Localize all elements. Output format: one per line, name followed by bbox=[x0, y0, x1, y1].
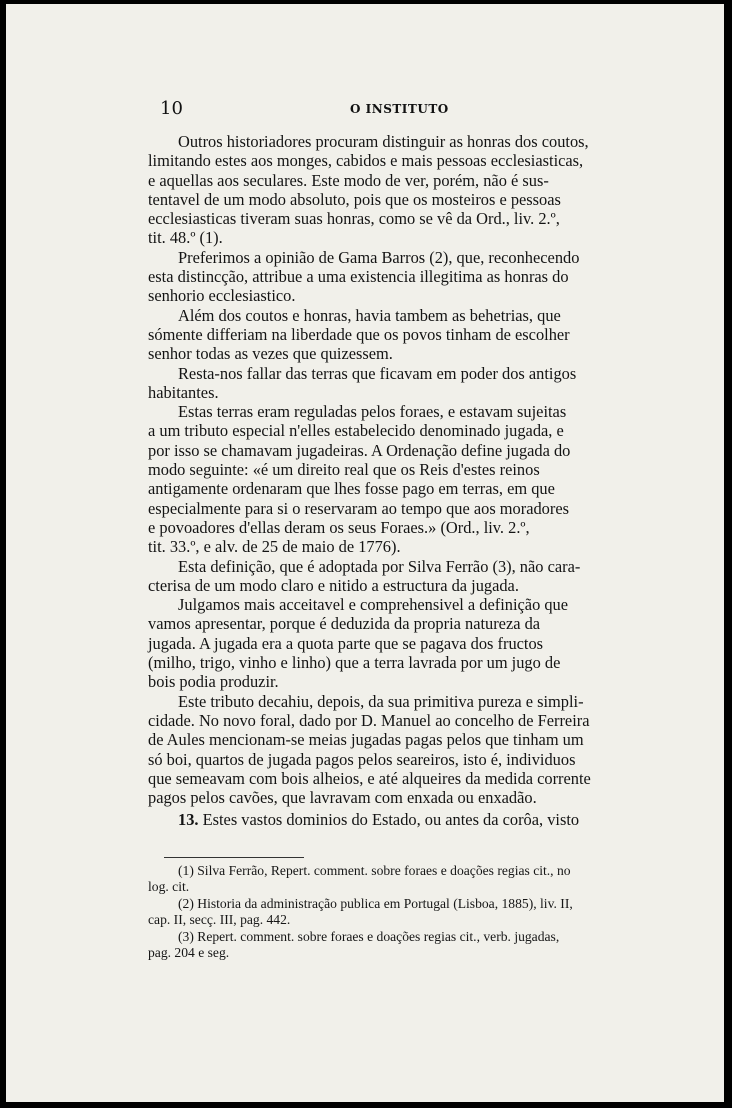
footnote: (1) Silva Ferrão, Repert. comment. sobre foraes e doações regias cit., no log. cit. bbox=[148, 863, 571, 895]
section-text: Estes vastos dominios do Estado, ou antes da corôa, visto bbox=[198, 810, 580, 829]
paragraph: Este tributo decahiu, depois, da sua primitiva pureza e simpli- cidade. No novo foral, dado por D. Manuel ao concelho de Ferreira de Aules mencionam-se meias jugadas pagas pelos que tinham um só boi, quartos de jugada pagos pelos seareiros, isto é, individuos que semeavam com bois alheios, e até alqueires da medida corrente pagos pelos cavões, que lavravam com enxada ou enxadão. bbox=[148, 691, 591, 808]
paragraph: Resta-nos fallar das terras que ficavam em poder dos antigos habitantes. bbox=[148, 363, 577, 402]
page-number: 10 bbox=[160, 98, 183, 119]
book-page bbox=[6, 4, 724, 1102]
body-text bbox=[148, 132, 634, 807]
footnote: (2) Historia da administração publica em Portugal (Lisboa, 1885), liv. II, cap. II, secç. III, pag. 442. bbox=[148, 895, 573, 928]
running-head bbox=[160, 98, 640, 118]
journal-title: O INSTITUTO bbox=[350, 102, 449, 116]
footnote-divider bbox=[164, 857, 304, 858]
section-number: 13. bbox=[178, 810, 199, 829]
paragraph: Esta definição, que é adoptada por Silva Ferrão (3), não cara- cterisa de um modo claro e nitido a estructura da jugada. bbox=[148, 556, 581, 595]
paragraph: Estas terras eram reguladas pelos foraes, e estavam sujeitas a um tributo especial n'elles estabelecido denominado jugada, e por isso se chamavam jugadeiras. A Ordenação define jugada do modo seguinte: «é um direito real que os Reis d'estes reinos antigamente ordenaram que lhes fosse pago em terras, em que especialmente para si o reservaram ao tempo que aos moradores e povoadores d'ellas deram os seus Foraes.» (Ord., liv. 2.º, tit. 33.º, e alv. de 25 de maio de 1776). bbox=[148, 402, 571, 557]
paragraph: Outros historiadores procuram distinguir as honras dos coutos, limitando estes aos monges, cabidos e mais pessoas ecclesiasticas, e aquellas aos seculares. Este modo de ver, porém, não é sus- tentavel de um modo absoluto, pois que os mosteiros e pessoas ecclesiasticas tiveram suas honras, como se vê da Ord., liv. 2.º, tit. 48.º (1). bbox=[148, 132, 589, 248]
paragraph: Preferimos a opinião de Gama Barros (2), que, reconhecendo esta distincção, attribue a uma existencia illegitima as honras do senhorio ecclesiastico. bbox=[148, 247, 580, 306]
paragraph: Além dos coutos e honras, havia tambem as behetrias, que sómente differiam na liberdade que os povos tinham de escolher senhor todas as vezes que quizessem. bbox=[148, 305, 570, 364]
section-paragraph bbox=[148, 810, 634, 829]
footnote: (3) Repert. comment. sobre foraes e doações regias cit., verb. jugadas, pag. 204 e seg. bbox=[148, 928, 560, 961]
paragraph: Julgamos mais acceitavel e comprehensivel a definição que vamos apresentar, porque é deduzida da propria natureza da jugada. A jugada era a quota parte que se pagava dos fructos (milho, trigo, vinho e linho) que a terra lavrada por um jugo de bois podia produzir. bbox=[148, 595, 569, 692]
footnotes bbox=[148, 863, 634, 961]
